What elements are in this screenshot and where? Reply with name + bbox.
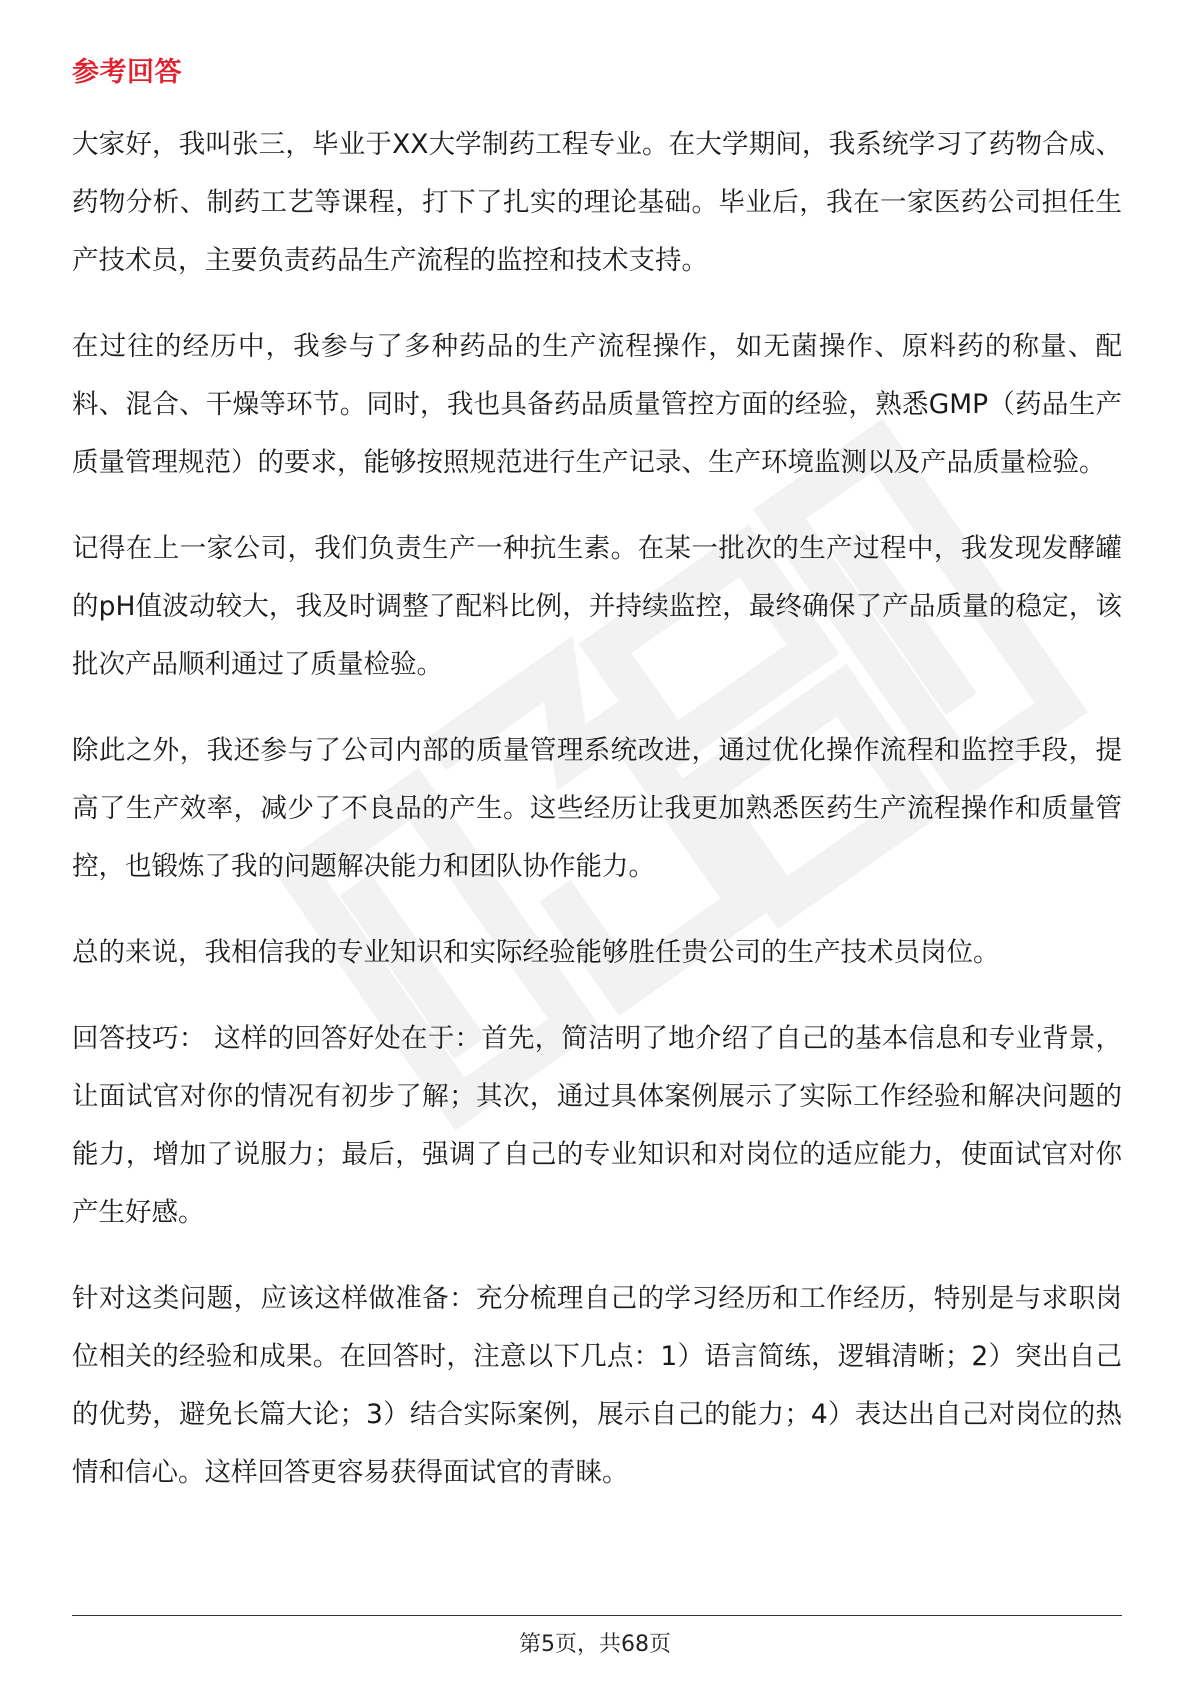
paragraph-summary: 总的来说，我相信我的专业知识和实际经验能够胜任贵公司的生产技术员岗位。 [72, 937, 1000, 968]
paragraph-preparation: 针对这类问题，应该这样做准备：充分梳理自己的学习经历和工作经历，特别是与求职岗位相关的经验和成果。在回答时，注意以下几点：1）语言简练，逻辑清晰；2）突出自己的优势，避免长篇大论；3）结合实际案例，展示自己的能力；4）表达出自己对岗位的热情和信心。这样回答更容易获得面试官的青睐。 [72, 1283, 1122, 1488]
page-number: 第5页，共68页 [519, 1632, 671, 1657]
paragraph-experience: 在过往的经历中，我参与了多种药品的生产流程操作，如无菌操作、原料药的称量、配料、混合、干燥等环节。同时，我也具备药品质量管控方面的经验，熟悉GMP（药品生产质量管理规范）的要求，能够按照规范进行生产记录、生产环境监测以及产品质量检验。 [72, 331, 1122, 478]
paragraph-improvement: 除此之外，我还参与了公司内部的质量管理系统改进，通过优化操作流程和监控手段，提高了生产效率，减少了不良品的产生。这些经历让我更加熟悉医药生产流程操作和质量管控，也锻炼了我的问题解决能力和团队协作能力。 [72, 735, 1122, 882]
footer-divider [72, 1615, 1122, 1616]
paragraph-case: 记得在上一家公司，我们负责生产一种抗生素。在某一批次的生产过程中，我发现发酵罐的pH值波动较大，我及时调整了配料比例，并持续监控，最终确保了产品质量的稳定，该批次产品顺利通过了质量检验。 [72, 533, 1122, 680]
paragraph-intro: 大家好，我叫张三，毕业于XX大学制药工程专业。在大学期间，我系统学习了药物合成、药物分析、制药工艺等课程，打下了扎实的理论基础。毕业后，我在一家医药公司担任生产技术员，主要负责药品生产流程的监控和技术支持。 [72, 129, 1122, 276]
paragraph-tips: 回答技巧： 这样的回答好处在于：首先，简洁明了地介绍了自己的基本信息和专业背景，让面试官对你的情况有初步了解；其次，通过具体案例展示了实际工作经验和解决问题的能力，增加了说服力；最后，强调了自己的专业知识和对岗位的适应能力，使面试官对你产生好感。 [72, 1023, 1122, 1228]
document-body [72, 48, 1122, 1530]
section-heading: 参考回答 [72, 57, 182, 88]
